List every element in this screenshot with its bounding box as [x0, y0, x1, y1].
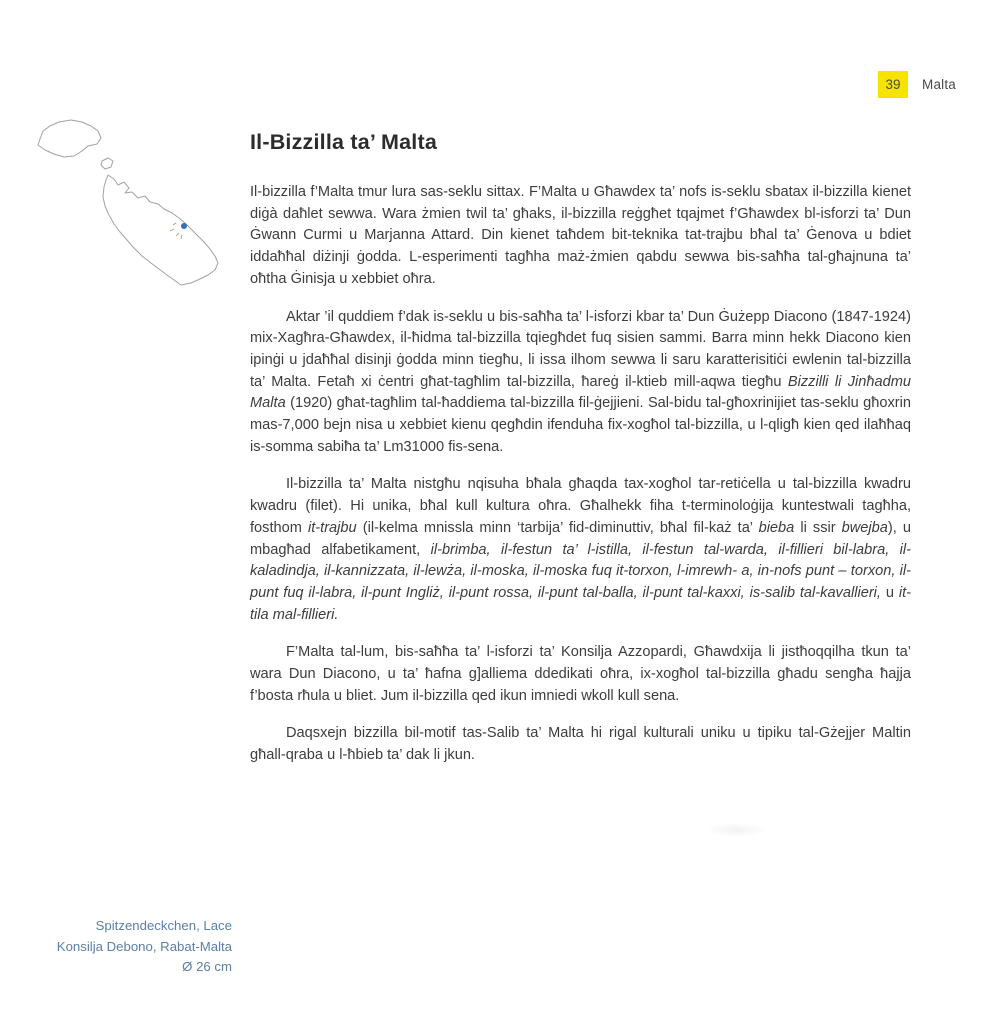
caption-line-2: Konsilja Debono, Rabat-Malta [56, 938, 232, 954]
page-header [878, 71, 956, 98]
scan-artifact [706, 823, 768, 837]
comino-outline [101, 158, 113, 169]
harbour-detail [170, 223, 182, 239]
paragraph-4: F’Malta tal-lum, bis-saħħa ta’ l-isforzi ta’ Konsilja Azzopardi, Għawdxija li jistħoqqilha tkun ta’ wara Dun Diacono, u ta’ ħafna g]alliema ddedikati oħra, ix-xogħol tal-bizzilla għadu sengħa ħajja f’bosta rħula u bliet. Jum il-bizzilla qed ikun imniedi wkoll kull sena. [250, 644, 911, 704]
photo-caption [40, 916, 232, 978]
paragraph-5: Daqsxejn bizzilla bil-motif tas-Salib ta’ Malta hi rigal kulturali uniku u tipiku tal-Gżejjer Maltin għall-qraba u l-ħbieb ta’ dak li jkun. [250, 725, 911, 764]
article [250, 130, 911, 783]
caption-line-1: Spitzendeckchen, Lace [95, 918, 232, 933]
article-title: Il-Bizzilla ta’ Malta [250, 130, 437, 154]
malta-outline [103, 175, 218, 285]
malta-map [28, 114, 228, 294]
page-number-badge: 39 [878, 71, 908, 98]
region-label: Malta [922, 77, 957, 92]
paragraph-2: Aktar ’il quddiem f’dak is-seklu u bis-saħħa ta’ l-isforzi kbar ta’ Dun Ġużepp Diacono (1847-1924) mix-Xagħra-Għawdex, il-ħidma tal-bizzilla tqiegħdet fuq sisien sammi. Barra minn hekk Diacono kien ipinġi u jdaħħal disinji ġodda minn tiegħu, li issa ilhom sewwa li saru karatterisitiċi ewlenin tal-bizzilla ta’ Malta. Fetaħ xi ċentri għat-tagħlim tal-bizzilla, ħareġ il-ktieb mill-aqwa tiegħu Bizzilli li Jinħadmu Malta (1920) għat-tagħlim tal-ħaddiema tal-bizzilla fil-ġejjieni. Sal-bidu tal-għoxrinijiet tas-seklu għoxrin mas-7,000 bejn nisa u xebbiet kienu qegħdin ifenduha fix-xogħol tal-bizzilla, u l-qligħ kien qed ilaħħaq is-somma sabiħa ta’ Lm31000 fis-sena. [250, 308, 911, 455]
gozo-outline [38, 120, 101, 157]
malta-map-icon [28, 114, 228, 294]
caption-line-3: Ø 26 cm [182, 959, 232, 974]
location-marker-icon [181, 223, 187, 229]
paragraph-1: Il-bizzilla f’Malta tmur lura sas-seklu sittax. F’Malta u Għawdex ta’ nofs is-seklu sbatax il-bizzilla kienet diġà daħlet sewwa. Wara żmien twil ta’ għaks, il-bizzilla reġgħet tqajmet f’Għawdex bl-isforzi ta’ Dun Ġwann Curmi u Marjanna Attard. Din kienet taħdem bit-teknika tat-trajbu bħal ta’ Ġenova u bdiet iddaħħal diżinji ġodda. L-esperimenti tagħha maż-żmien qabdu sewwa bis-saħħa tal-għajnuna ta’ oħtha Ġinisja u xebbiet oħra. [250, 184, 911, 287]
paragraph-3: Il-bizzilla ta’ Malta nistgħu nqisuha bħala għaqda tax-xogħol tar-retiċella u tal-bizzilla kwadru kwadru (filet). Hi unika, bħal kull kultura oħra. Għalhekk fiha t-terminoloġija kuntestwali tagħha, fosthom it-trajbu (il-kelma mnissla minn ‘tarbija’ fid-diminuttiv, bħal fil-każ ta’ bieba li ssir bwejba), u mbagħad alfabetikament, il-brimba, il-festun ta’ l-istilla, il-festun tal-warda, il-fillieri bil-labra, il-kaladindja, il-kannizzata, il-lewża, il-moska, il-moska fuq it-torxon, l-imrewh- a, in-nofs punt – torxon, il-punt fuq il-labra, il-punt Ingliż, il-punt rossa, il-punt tal-balla, il-punt tal-kaxxi, is-salib tal-kavallieri, u it-tila mal-fillieri. [250, 476, 911, 623]
